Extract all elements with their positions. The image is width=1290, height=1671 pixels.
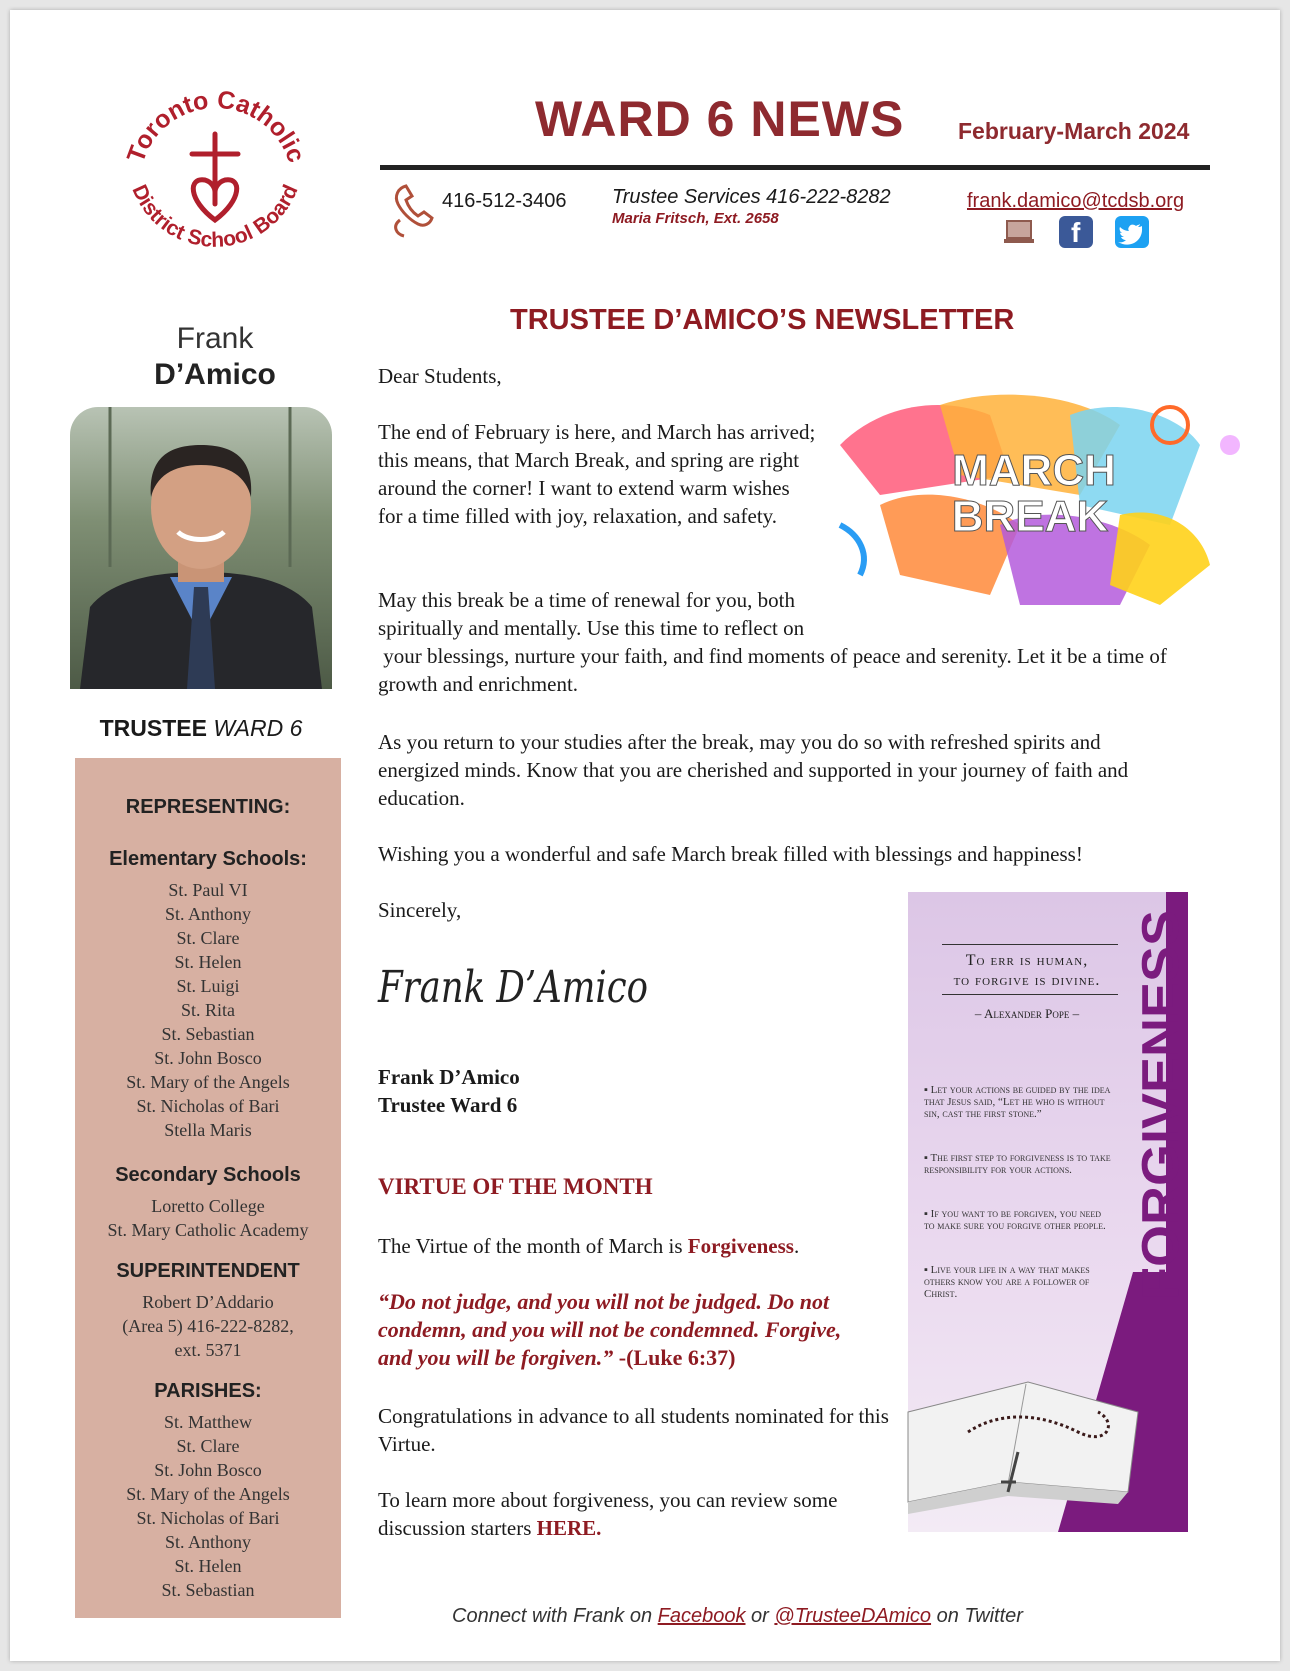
list-item: St. Mary of the Angels <box>126 1484 290 1504</box>
list-item: St. Clare <box>176 1436 240 1456</box>
poster-quote-line1: To err is human, <box>965 952 1089 969</box>
newsletter-heading: TRUSTEE D’AMICO’S NEWSLETTER <box>510 304 1015 336</box>
header-rule <box>380 165 1210 170</box>
twitter-icon[interactable] <box>1115 216 1149 248</box>
list-item: Stella Maris <box>164 1120 252 1140</box>
superintendent-info <box>75 1290 341 1362</box>
superintendent-heading: SUPERINTENDENT <box>116 1260 300 1282</box>
list-item: ext. 5371 <box>174 1340 242 1360</box>
poster-author: – Alexander Pope – <box>974 1006 1080 1021</box>
newsletter-title: WARD 6 NEWS <box>535 91 905 147</box>
poster-bullet: ▪ Live your life in a way that makes others know you are a follower of Christ. <box>924 1264 1090 1300</box>
trustee-role <box>70 715 332 742</box>
issue-date: February-March 2024 <box>958 118 1190 144</box>
salutation: Dear Students, <box>378 364 502 388</box>
twitter-link[interactable]: @TrusteeDAmico <box>774 1605 932 1627</box>
list-item: St. John Bosco <box>154 1460 262 1480</box>
list-item: Loretto College <box>151 1196 265 1216</box>
list-item: St. Anthony <box>164 1532 252 1552</box>
trustee-first-name: Frank <box>176 322 254 355</box>
logo-top-text: Toronto Catholic <box>121 85 311 167</box>
poster-bullet: ▪ If you want to be forgiven, you need to make sure you forgive other people. <box>924 1208 1106 1232</box>
paragraph-2-lead: May this break be a time of renewal for you, both spiritually and mentally. Use this time to reflect on <box>378 588 805 640</box>
email-link[interactable]: frank.damico@tcdsb.org <box>967 190 1185 212</box>
closing: Sincerely, <box>378 898 462 922</box>
learn-more-text: To learn more about forgiveness, you can review some discussion starters <box>378 1488 838 1540</box>
elementary-heading: Elementary Schools: <box>109 848 307 870</box>
trustee-ward-label: WARD 6 <box>206 715 303 741</box>
footer-post: on Twitter <box>931 1605 1023 1627</box>
march-break-line2: BREAK <box>951 492 1109 541</box>
list-item: (Area 5) 416-222-8282, <box>122 1316 294 1336</box>
trustee-photo <box>70 407 332 689</box>
virtue-heading: VIRTUE OF THE MONTH <box>378 1174 653 1199</box>
virtue-intro <box>378 1232 799 1260</box>
assistant-contact: Maria Fritsch, Ext. 2658 <box>612 210 779 227</box>
list-item: St. Luigi <box>176 976 240 996</box>
paragraph-3: As you return to your studies after the break, may you do so with refreshed spirits and energized minds. Know that you are cherished and supported in your journey of faith and education. <box>378 730 1129 810</box>
list-item: Robert D’Addario <box>142 1292 274 1312</box>
elementary-list <box>75 878 341 1142</box>
list-item: St. Helen <box>174 952 242 972</box>
newsletter-page <box>10 10 1280 1661</box>
virtue-intro-text: The Virtue of the month of March is <box>378 1234 688 1258</box>
representing-heading: REPRESENTING: <box>125 796 291 818</box>
footer-mid: or <box>745 1605 775 1627</box>
sign-name: Frank D’Amico <box>378 1065 520 1089</box>
sign-block <box>378 1063 520 1119</box>
poster-bullet-text: Let your actions be guided by the idea that Jesus said, “Let he who is without sin, cast the first stone.” <box>924 1084 1111 1120</box>
secondary-heading: Secondary Schools <box>115 1164 301 1186</box>
scripture-quote <box>378 1288 878 1372</box>
footer-connect <box>452 1605 1023 1628</box>
phone-icon <box>388 180 438 240</box>
learn-more-paragraph <box>378 1486 898 1542</box>
trustee-services: Trustee Services 416-222-8282 <box>612 186 891 208</box>
poster-bullet-text: Live your life in a way that makes others know you are a follower of Christ. <box>924 1264 1090 1300</box>
list-item: St. Clare <box>176 928 240 948</box>
sign-title: Trustee Ward 6 <box>378 1093 518 1117</box>
trustee-role-label: TRUSTEE <box>99 715 207 741</box>
list-item: St. Mary Catholic Academy <box>107 1220 309 1240</box>
poster-bullet-text: The first step to forgiveness is to take responsibility for your actions. <box>924 1152 1111 1176</box>
quote-citation: -(Luke 6:37) <box>613 1345 736 1370</box>
list-item: St. Matthew <box>164 1412 252 1432</box>
list-item: St. Sebastian <box>161 1024 255 1044</box>
poster-bullet: ▪ Let your actions be guided by the idea that Jesus said, “Let he who is without sin, cast the first stone.” <box>924 1084 1111 1120</box>
sidebar-panel <box>75 758 341 1618</box>
congrats-paragraph: Congratulations in advance to all students nominated for this Virtue. <box>378 1404 889 1456</box>
secondary-list <box>75 1194 341 1242</box>
phone-number: 416-512-3406 <box>442 190 567 212</box>
paragraph-4: Wishing you a wonderful and safe March break filled with blessings and happiness! <box>378 842 1083 866</box>
facebook-link[interactable]: Facebook <box>657 1605 746 1627</box>
facebook-icon[interactable]: f <box>1059 216 1093 248</box>
virtue-period: . <box>793 1234 800 1258</box>
poster-word: FORGIVENESS <box>1132 924 1190 1300</box>
signature <box>370 940 670 1040</box>
list-item: St. Paul VI <box>168 880 248 900</box>
tcdsb-logo <box>110 72 320 282</box>
poster-bullet-text: If you want to be forgiven, you need to make sure you forgive other people. <box>924 1208 1106 1232</box>
footer-pre: Connect with Frank on <box>452 1605 658 1627</box>
signature-text: Frank D’Amico <box>377 962 648 1013</box>
paragraph-2-rest: your blessings, nurture your faith, and find moments of peace and serenity. Let it be a time of growth and enrichment. <box>378 644 1173 696</box>
list-item: St. Mary of the Angels <box>126 1072 290 1092</box>
quote-text: “Do not judge, and you will not be judged. Do not condemn, and you will not be condemned. Forgive, and you will be forgiven.” <box>378 1289 842 1370</box>
logo-bottom-text: District School Board <box>127 181 303 252</box>
poster-quote-line2: to forgive is divine. <box>953 972 1101 989</box>
paragraph-2 <box>378 586 1186 698</box>
march-break-line1: MARCH <box>952 446 1116 495</box>
trustee-last-name: D’Amico <box>154 358 276 391</box>
list-item: St. Nicholas of Bari <box>136 1508 280 1528</box>
laptop-icon[interactable] <box>1002 216 1036 248</box>
forgiveness-poster <box>908 892 1188 1532</box>
list-item: St. Rita <box>180 1000 235 1020</box>
poster-artwork <box>908 892 1188 1532</box>
list-item: St. Anthony <box>164 904 252 924</box>
here-link[interactable]: HERE. <box>536 1516 602 1540</box>
list-item: St. Nicholas of Bari <box>136 1096 280 1116</box>
virtue-name: Forgiveness <box>687 1234 794 1258</box>
list-item: St. Helen <box>174 1556 242 1576</box>
list-item: St. John Bosco <box>154 1048 262 1068</box>
parishes-heading: PARISHES: <box>154 1380 262 1402</box>
list-item: St. Sebastian <box>161 1580 255 1600</box>
paragraph-1: The end of February is here, and March has arrived; this means, that March Break, and spring are right around the corner! I want to extend warm wishes for a time filled with joy, relaxation, and safety. <box>378 420 816 528</box>
poster-bullet: ▪ The first step to forgiveness is to take responsibility for your actions. <box>924 1152 1111 1176</box>
parishes-list <box>75 1410 341 1602</box>
